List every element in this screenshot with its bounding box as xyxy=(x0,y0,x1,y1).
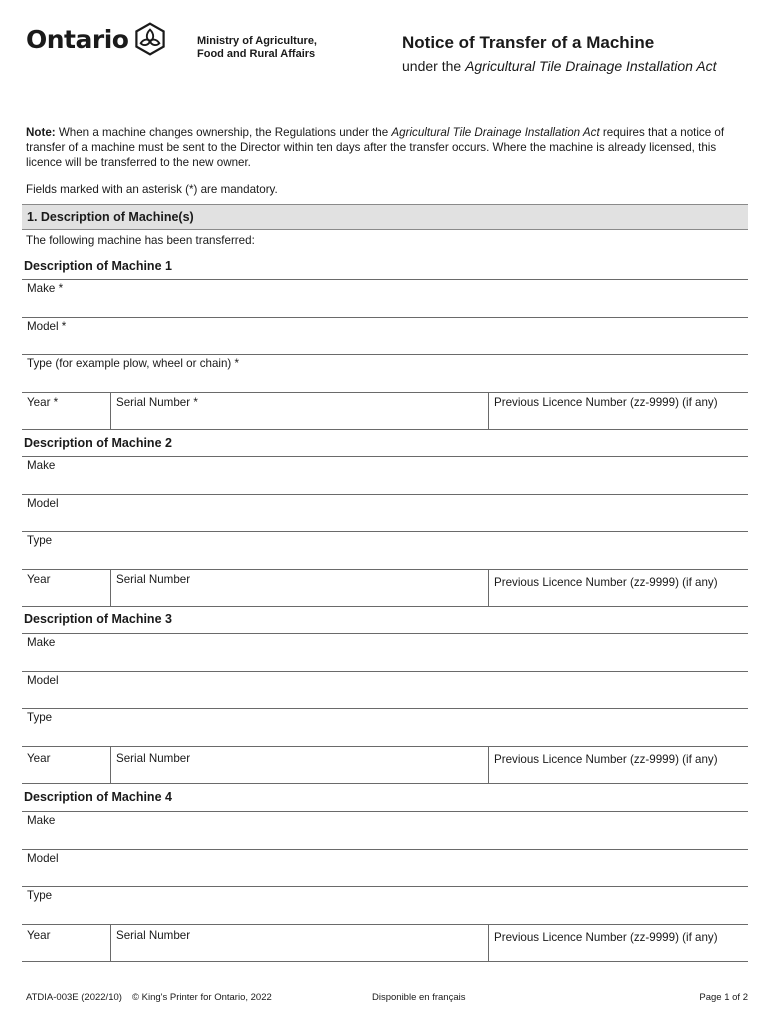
type-label: Type xyxy=(27,534,53,547)
make-label: Make xyxy=(27,459,56,472)
type-field[interactable] xyxy=(22,531,748,569)
serial-number-label: Serial Number * xyxy=(116,396,198,409)
form-title: Notice of Transfer of a Machine xyxy=(402,33,655,52)
year-label: Year xyxy=(27,929,51,942)
year-label: Year xyxy=(27,573,51,586)
note-label: Note: xyxy=(26,126,56,139)
type-label: Type xyxy=(27,889,53,902)
subtitle-act: Agricultural Tile Drainage Installation Act xyxy=(465,58,717,74)
machine-block-3 xyxy=(22,612,748,784)
year-serial-licence-row xyxy=(22,746,748,784)
machine-heading: Description of Machine 3 xyxy=(24,612,172,626)
type-field[interactable] xyxy=(22,886,748,924)
make-field[interactable] xyxy=(22,811,748,849)
make-field[interactable] xyxy=(22,279,748,317)
make-label: Make xyxy=(27,814,56,827)
note-act: Agricultural Tile Drainage Installation Act xyxy=(391,126,600,139)
section-title: 1. Description of Machine(s) xyxy=(27,210,194,224)
french-version-link[interactable]: Disponible en français xyxy=(372,992,466,1003)
form-subtitle xyxy=(402,58,717,74)
title-block xyxy=(402,33,717,74)
year-serial-licence-row xyxy=(22,569,748,607)
ministry-name xyxy=(197,35,317,61)
previous-licence-field[interactable] xyxy=(489,925,748,961)
type-field[interactable] xyxy=(22,354,748,392)
model-field[interactable] xyxy=(22,494,748,531)
note-text-2: requires that a notice of transfer of a machine must be sent to the Director within ten days after the transfer occurs. Where the machine is already licensed, this licence will be transferred to the new owner. xyxy=(26,126,725,169)
model-label: Model xyxy=(27,497,59,510)
model-field[interactable] xyxy=(22,671,748,708)
previous-licence-field[interactable] xyxy=(489,393,748,429)
year-label: Year * xyxy=(27,396,59,409)
previous-licence-field[interactable] xyxy=(489,747,748,783)
machine-block-1 xyxy=(22,259,748,431)
serial-number-label: Serial Number xyxy=(116,929,191,942)
year-field[interactable] xyxy=(22,747,111,783)
serial-number-label: Serial Number xyxy=(116,752,191,765)
model-label: Model * xyxy=(27,320,67,333)
serial-number-field[interactable] xyxy=(111,747,489,783)
machine-block-4 xyxy=(22,790,748,962)
note-paragraph xyxy=(26,125,748,170)
subtitle-prefix: under the xyxy=(402,58,466,74)
previous-licence-label: Previous Licence Number (zz-9999) (if any) xyxy=(494,931,718,944)
type-label: Type xyxy=(27,711,53,724)
year-field[interactable] xyxy=(22,570,111,606)
section-header xyxy=(22,204,748,230)
ontario-logo xyxy=(26,22,167,56)
machine-heading: Description of Machine 1 xyxy=(24,259,172,273)
previous-licence-field[interactable] xyxy=(489,570,748,606)
make-field[interactable] xyxy=(22,456,748,494)
year-label: Year xyxy=(27,752,51,765)
machine-block-2 xyxy=(22,436,748,608)
page-number: Page 1 of 2 xyxy=(699,992,748,1003)
year-serial-licence-row xyxy=(22,392,748,430)
note-text-1: When a machine changes ownership, the Regulations under the xyxy=(55,126,392,139)
ministry-line-2: Food and Rural Affairs xyxy=(197,48,316,60)
make-field[interactable] xyxy=(22,633,748,671)
make-label: Make xyxy=(27,636,56,649)
ministry-line-1: Ministry of Agriculture, xyxy=(197,35,317,47)
make-label: Make * xyxy=(27,282,64,295)
form-code: ATDIA-003E (2022/10) xyxy=(26,992,122,1003)
mandatory-note: Fields marked with an asterisk (*) are mandatory. xyxy=(26,183,278,196)
serial-number-field[interactable] xyxy=(111,925,489,961)
ontario-trillium-icon xyxy=(133,22,167,56)
form-header xyxy=(0,0,770,110)
previous-licence-label: Previous Licence Number (zz-9999) (if any) xyxy=(494,576,718,589)
copyright: © King's Printer for Ontario, 2022 xyxy=(132,992,272,1003)
machine-heading: Description of Machine 2 xyxy=(24,436,172,450)
model-label: Model xyxy=(27,852,59,865)
serial-number-field[interactable] xyxy=(111,393,489,429)
previous-licence-label: Previous Licence Number (zz-9999) (if any) xyxy=(494,753,718,766)
model-label: Model xyxy=(27,674,59,687)
page-footer xyxy=(26,992,748,1006)
serial-number-field[interactable] xyxy=(111,570,489,606)
year-field[interactable] xyxy=(22,925,111,961)
section-intro: The following machine has been transferred: xyxy=(26,234,255,247)
type-label: Type (for example plow, wheel or chain) * xyxy=(27,357,240,370)
logo-wordmark: Ontario xyxy=(26,24,129,54)
machine-heading: Description of Machine 4 xyxy=(24,790,172,804)
model-field[interactable] xyxy=(22,849,748,886)
year-serial-licence-row xyxy=(22,924,748,962)
model-field[interactable] xyxy=(22,317,748,354)
previous-licence-label: Previous Licence Number (zz-9999) (if any) xyxy=(494,396,718,409)
type-field[interactable] xyxy=(22,708,748,746)
serial-number-label: Serial Number xyxy=(116,573,191,586)
year-field[interactable] xyxy=(22,393,111,429)
